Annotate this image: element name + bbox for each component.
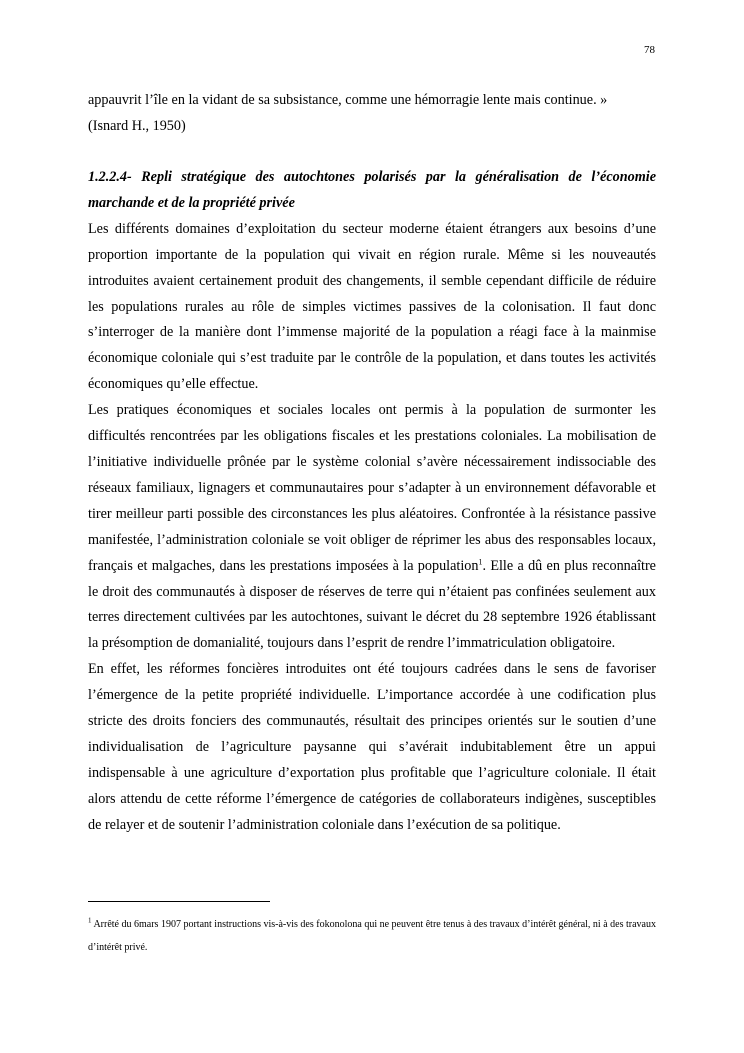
paragraph-1: Les différents domaines d’exploitation du secteur moderne étaient étrangers aux besoins d’une proportion importante de la population qui vivait en région rurale. Même si les nouveautés introduites avaient certainement produit des changements, il semble cependant difficile de réduire les populations rurales au rôle de simples victimes passives de la colonisation. Il faut donc s’interroger de la manière dont l’immense majorité de la population a réagi face à la mainmise économique coloniale qui s’est traduite par le contrôle de la population, et dans toutes les activités économiques qu’elle effectue. bbox=[88, 220, 656, 393]
section-body bbox=[88, 165, 656, 839]
footnote-text: Arrêté du 6mars 1907 portant instructions vis-à-vis des fokonolona qui ne peuvent être tenus à des travaux d’intérêt général, ni à des travaux d’intérêt privé. bbox=[88, 919, 656, 953]
section-heading: 1.2.2.4- Repli stratégique des autochtones polarisés par la généralisation de l’économie marchande et de la propriété privée bbox=[88, 169, 656, 211]
footnote-separator bbox=[88, 901, 270, 902]
page-number: 78 bbox=[644, 44, 655, 56]
intro-quote-end bbox=[88, 88, 656, 140]
paragraph-2-part-1: Les pratiques économiques et sociales locales ont permis à la population de surmonter les difficultés rencontrées par les obligations fiscales et les prestations coloniales. La mobilisation de l’initiative individuelle prônée par le système colonial s’avère nécessairement indissociable des réseaux familiaux, lignagers et communautaires pour s’adapter à un environnement défavorable et tirer meilleur parti possible des circonstances les plus aléatoires. Confrontée à la résistance passive manifestée, l’administration coloniale se voit obliger de réprimer les abus des responsables locaux, français et malgaches, dans les prestations imposées à la population bbox=[88, 402, 656, 574]
footnote-reference[interactable]: 1 bbox=[478, 556, 483, 566]
paragraph-2-part-2: . Elle a dû en plus reconnaître le droit des communautés à disposer de réserves de terre qui n’étaient pas confinées seulement aux terres directement cultivées par les autochtones, suivant le décret du 28 septembre 1926 établissant la présomption de domanialité, toujours dans l’esprit de rendre l’immatriculation obligatoire. bbox=[88, 557, 656, 652]
footnote-marker: 1 bbox=[88, 916, 92, 925]
paragraph-3: En effet, les réformes foncières introduites ont été toujours cadrées dans le sens de favoriser l’émergence de la petite propriété individuelle. L’importance accordée à une codification plus stricte des droits fonciers des communautés, résultait des principes orientés sur le soutien d’une individualisation de l’agriculture paysanne qui s’avérait indubitablement être un appui indispensable à une agriculture d’exportation plus profitable que l’agriculture coloniale. Il était alors attendu de cette réforme l’émergence de catégories de collaborateurs indigènes, susceptibles de relayer et de soutenir l’administration coloniale dans l’exécution de sa politique. bbox=[88, 661, 656, 833]
quote-citation: (Isnard H., 1950) bbox=[88, 117, 186, 134]
paragraph-2 bbox=[88, 398, 656, 657]
quote-closing-text: appauvrit l’île en la vidant de sa subsistance, comme une hémorragie lente mais continue. » bbox=[88, 92, 608, 108]
footnote bbox=[88, 913, 656, 959]
